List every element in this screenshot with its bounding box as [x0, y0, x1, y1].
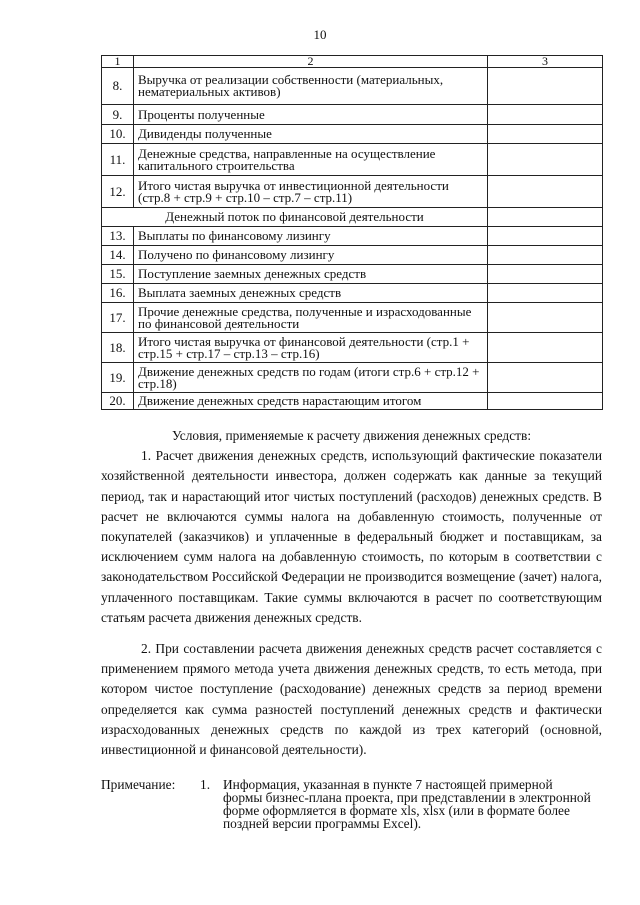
row-value-cell — [488, 363, 603, 393]
row-number: 20. — [102, 393, 134, 410]
table-row — [102, 393, 603, 410]
section-title: Денежный поток по финансовой деятельности — [102, 208, 488, 227]
table-row — [102, 363, 603, 393]
row-value-cell — [488, 284, 603, 303]
row-value-cell — [488, 208, 603, 227]
row-number: 11. — [102, 144, 134, 176]
condition-paragraph-1: 1. Расчет движения денежных средств, использующий фактические показатели хозяйственной деятельности инвестора, должен содержать как данные за текущий период, так и нарастающий итог чистых поступлений (расходов) денежных средств. В расчет не включаются суммы налога на добавленную стоимость, полученные от покупателей (заказчиков) и уплаченные в федеральный бюджет и поставщикам, за исключением сумм налога на добавленную стоимость, по которым в соответствии с законодательством Российской Федерации не производится возмещение (зачет) налога, уплаченного поставщикам. Такие суммы включаются в расчет по соответствующим статьям расчета движения денежных средств. — [101, 448, 602, 625]
row-value-cell — [488, 125, 603, 144]
conditions-section — [101, 426, 602, 760]
note-text: Информация, указанная в пункте 7 настоящей примерной формы бизнес-плана проекта, при представлении в электронной форме оформляется в формате xls, xlsx (или в формате более поздней версии программы Excel). — [223, 777, 591, 831]
row-number: 18. — [102, 333, 134, 363]
row-number: 13. — [102, 227, 134, 246]
table-row — [102, 105, 603, 125]
condition-paragraph-2: 2. При составлении расчета движения денежных средств расчет составляется с применением прямого метода учета движения денежных средств, то есть метода, при котором чистое поступление (расходование) денежных средств за период времени определяется как сумма разностей поступлений денежных средств и фактически израсходованных денежных средств по каждой из трех категорий (основной, инвестиционной и финансовой деятельности). — [101, 641, 602, 758]
table-row — [102, 125, 603, 144]
row-text: Итого чистая выручка от инвестиционной деятельности (стр.8 + стр.9 + стр.10 – стр.7 – стр.11) — [134, 176, 488, 208]
table-row — [102, 68, 603, 105]
row-text: Выручка от реализации собственности (материальных, нематериальных активов) — [134, 68, 488, 105]
row-value-cell — [488, 333, 603, 363]
table-row — [102, 227, 603, 246]
row-value-cell — [488, 227, 603, 246]
row-text: Прочие денежные средства, полученные и израсходованные по финансовой деятельности — [134, 303, 488, 333]
row-number: 9. — [102, 105, 134, 125]
row-number: 12. — [102, 176, 134, 208]
row-value-cell — [488, 393, 603, 410]
header-col-1: 1 — [102, 56, 134, 68]
row-text: Выплата заемных денежных средств — [134, 284, 488, 303]
row-value-cell — [488, 303, 603, 333]
row-value-cell — [488, 176, 603, 208]
row-text: Получено по финансовому лизингу — [134, 246, 488, 265]
note-label: Примечание: — [101, 777, 176, 792]
row-text: Движение денежных средств нарастающим итогом — [134, 393, 488, 410]
row-number: 10. — [102, 125, 134, 144]
row-text: Поступление заемных денежных средств — [134, 265, 488, 284]
row-text: Движение денежных средств по годам (итоги стр.6 + стр.12 + стр.18) — [134, 363, 488, 393]
table-header-row — [102, 56, 603, 68]
table-row — [102, 265, 603, 284]
row-number: 16. — [102, 284, 134, 303]
cash-flow-table — [101, 55, 603, 410]
table-row — [102, 303, 603, 333]
table-row — [102, 144, 603, 176]
table-row — [102, 333, 603, 363]
row-value-cell — [488, 246, 603, 265]
header-col-3: 3 — [488, 56, 603, 68]
row-text: Проценты полученные — [134, 105, 488, 125]
row-number: 19. — [102, 363, 134, 393]
row-value-cell — [488, 144, 603, 176]
table-row — [102, 284, 603, 303]
section-row — [102, 208, 603, 227]
table-row — [102, 176, 603, 208]
header-col-2: 2 — [134, 56, 488, 68]
page-number: 10 — [313, 27, 327, 42]
row-text: Итого чистая выручка от финансовой деятельности (стр.1 + стр.15 + стр.17 – стр.13 – стр.16) — [134, 333, 488, 363]
row-number: 14. — [102, 246, 134, 265]
row-number: 8. — [102, 68, 134, 105]
row-number: 17. — [102, 303, 134, 333]
row-text: Денежные средства, направленные на осуществление капитального строительства — [134, 144, 488, 176]
row-text: Дивиденды полученные — [134, 125, 488, 144]
row-number: 15. — [102, 265, 134, 284]
conditions-heading: Условия, применяемые к расчету движения денежных средств: — [171, 428, 532, 443]
row-value-cell — [488, 105, 603, 125]
row-value-cell — [488, 265, 603, 284]
note-number: 1. — [200, 777, 211, 792]
row-text: Выплаты по финансовому лизингу — [134, 227, 488, 246]
table-row — [102, 246, 603, 265]
row-value-cell — [488, 68, 603, 105]
